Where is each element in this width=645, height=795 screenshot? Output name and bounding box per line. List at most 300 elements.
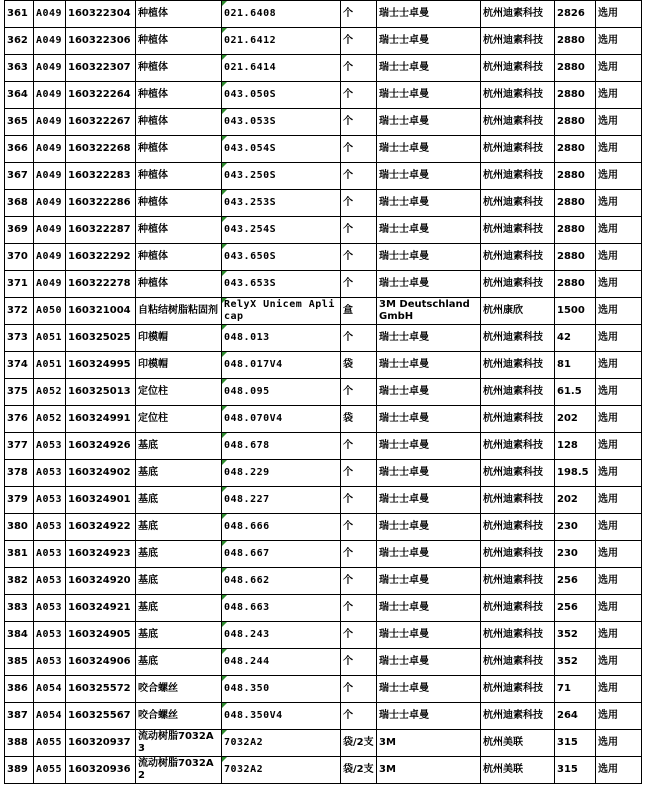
unit-cell: 个 [341, 1, 377, 28]
category-code-cell: A052 [34, 379, 66, 406]
row-number-cell: 373 [5, 325, 34, 352]
category-code-cell: A049 [34, 163, 66, 190]
item-name-cell: 基底 [136, 595, 222, 622]
table-row [5, 622, 642, 649]
status-cell: 选用 [596, 541, 642, 568]
item-name-cell: 定位柱 [136, 406, 222, 433]
table-row [5, 55, 642, 82]
unit-cell: 袋/2支 [341, 757, 377, 784]
row-number-cell: 374 [5, 352, 34, 379]
status-cell: 选用 [596, 460, 642, 487]
row-number-cell: 367 [5, 163, 34, 190]
unit-cell: 个 [341, 676, 377, 703]
supplier-cell: 杭州迪素科技 [481, 163, 555, 190]
table-row [5, 379, 642, 406]
category-code-cell: A052 [34, 406, 66, 433]
item-id-cell: 160320937 [66, 730, 136, 757]
unit-cell: 个 [341, 703, 377, 730]
status-cell: 选用 [596, 487, 642, 514]
brand-cell: 瑞士士卓曼 [377, 28, 481, 55]
brand-cell: 瑞士士卓曼 [377, 190, 481, 217]
model-cell: 048.350V4 [222, 703, 341, 730]
brand-cell: 瑞士士卓曼 [377, 460, 481, 487]
brand-cell: 瑞士士卓曼 [377, 541, 481, 568]
item-name-cell: 基底 [136, 649, 222, 676]
table-row [5, 649, 642, 676]
item-name-cell: 种植体 [136, 271, 222, 298]
item-id-cell: 160322278 [66, 271, 136, 298]
table-row [5, 703, 642, 730]
table-row [5, 217, 642, 244]
item-id-cell: 160324901 [66, 487, 136, 514]
item-name-cell: 种植体 [136, 217, 222, 244]
item-id-cell: 160325025 [66, 325, 136, 352]
item-id-cell: 160324923 [66, 541, 136, 568]
item-id-cell: 160324920 [66, 568, 136, 595]
supplier-cell: 杭州迪素科技 [481, 379, 555, 406]
table-row [5, 136, 642, 163]
category-code-cell: A049 [34, 82, 66, 109]
status-cell: 选用 [596, 1, 642, 28]
model-cell: 043.650S [222, 244, 341, 271]
supplier-cell: 杭州迪素科技 [481, 271, 555, 298]
unit-cell: 个 [341, 460, 377, 487]
brand-cell: 瑞士士卓曼 [377, 703, 481, 730]
brand-cell: 瑞士士卓曼 [377, 433, 481, 460]
item-id-cell: 160322286 [66, 190, 136, 217]
supplier-cell: 杭州迪素科技 [481, 703, 555, 730]
category-code-cell: A053 [34, 649, 66, 676]
model-cell: 043.053S [222, 109, 341, 136]
category-code-cell: A053 [34, 541, 66, 568]
price-cell: 2880 [555, 217, 596, 244]
category-code-cell: A049 [34, 28, 66, 55]
supplier-cell: 杭州迪素科技 [481, 487, 555, 514]
category-code-cell: A055 [34, 730, 66, 757]
row-number-cell: 372 [5, 298, 34, 325]
item-id-cell: 160324921 [66, 595, 136, 622]
row-number-cell: 370 [5, 244, 34, 271]
model-cell: 043.254S [222, 217, 341, 244]
unit-cell: 个 [341, 28, 377, 55]
status-cell: 选用 [596, 82, 642, 109]
category-code-cell: A053 [34, 460, 66, 487]
row-number-cell: 380 [5, 514, 34, 541]
supplier-cell: 杭州康欣 [481, 298, 555, 325]
price-cell: 352 [555, 649, 596, 676]
table-row [5, 730, 642, 757]
unit-cell: 个 [341, 649, 377, 676]
unit-cell: 个 [341, 487, 377, 514]
item-name-cell: 基底 [136, 433, 222, 460]
item-name-cell: 咬合螺丝 [136, 703, 222, 730]
item-id-cell: 160322306 [66, 28, 136, 55]
category-code-cell: A049 [34, 190, 66, 217]
status-cell: 选用 [596, 379, 642, 406]
table-row [5, 190, 642, 217]
status-cell: 选用 [596, 595, 642, 622]
supplier-cell: 杭州迪素科技 [481, 109, 555, 136]
item-id-cell: 160324991 [66, 406, 136, 433]
item-id-cell: 160322283 [66, 163, 136, 190]
category-code-cell: A049 [34, 55, 66, 82]
price-cell: 81 [555, 352, 596, 379]
category-code-cell: A051 [34, 325, 66, 352]
model-cell: 043.250S [222, 163, 341, 190]
unit-cell: 个 [341, 271, 377, 298]
price-cell: 2880 [555, 28, 596, 55]
category-code-cell: A049 [34, 244, 66, 271]
unit-cell: 个 [341, 109, 377, 136]
category-code-cell: A049 [34, 217, 66, 244]
category-code-cell: A053 [34, 622, 66, 649]
supplier-cell: 杭州迪素科技 [481, 568, 555, 595]
category-code-cell: A049 [34, 109, 66, 136]
brand-cell: 瑞士士卓曼 [377, 595, 481, 622]
status-cell: 选用 [596, 730, 642, 757]
brand-cell: 瑞士士卓曼 [377, 676, 481, 703]
category-code-cell: A055 [34, 757, 66, 784]
row-number-cell: 389 [5, 757, 34, 784]
row-number-cell: 369 [5, 217, 34, 244]
status-cell: 选用 [596, 406, 642, 433]
item-name-cell: 种植体 [136, 190, 222, 217]
price-cell: 230 [555, 541, 596, 568]
category-code-cell: A049 [34, 271, 66, 298]
item-id-cell: 160324926 [66, 433, 136, 460]
unit-cell: 个 [341, 217, 377, 244]
model-cell: 048.244 [222, 649, 341, 676]
item-id-cell: 160325572 [66, 676, 136, 703]
item-name-cell: 种植体 [136, 82, 222, 109]
model-cell: 048.666 [222, 514, 341, 541]
item-name-cell: 流动树脂7032A3 [136, 730, 222, 757]
item-name-cell: 种植体 [136, 55, 222, 82]
supplier-cell: 杭州迪素科技 [481, 28, 555, 55]
unit-cell: 个 [341, 514, 377, 541]
row-number-cell: 383 [5, 595, 34, 622]
brand-cell: 瑞士士卓曼 [377, 82, 481, 109]
supplier-cell: 杭州迪素科技 [481, 352, 555, 379]
table-row [5, 541, 642, 568]
supplier-cell: 杭州迪素科技 [481, 82, 555, 109]
price-cell: 315 [555, 730, 596, 757]
supplier-cell: 杭州迪素科技 [481, 622, 555, 649]
table-row [5, 352, 642, 379]
brand-cell: 瑞士士卓曼 [377, 109, 481, 136]
item-id-cell: 160321004 [66, 298, 136, 325]
supplier-cell: 杭州迪素科技 [481, 595, 555, 622]
unit-cell: 个 [341, 595, 377, 622]
status-cell: 选用 [596, 325, 642, 352]
category-code-cell: A053 [34, 487, 66, 514]
unit-cell: 个 [341, 190, 377, 217]
item-id-cell: 160324905 [66, 622, 136, 649]
item-name-cell: 种植体 [136, 163, 222, 190]
row-number-cell: 362 [5, 28, 34, 55]
row-number-cell: 385 [5, 649, 34, 676]
model-cell: 021.6414 [222, 55, 341, 82]
status-cell: 选用 [596, 649, 642, 676]
model-cell: 048.678 [222, 433, 341, 460]
supplier-cell: 杭州迪素科技 [481, 433, 555, 460]
status-cell: 选用 [596, 136, 642, 163]
table-row [5, 568, 642, 595]
brand-cell: 3M [377, 730, 481, 757]
price-cell: 230 [555, 514, 596, 541]
supplier-cell: 杭州迪素科技 [481, 136, 555, 163]
table-row [5, 109, 642, 136]
price-cell: 256 [555, 595, 596, 622]
price-cell: 315 [555, 757, 596, 784]
supplier-cell: 杭州迪素科技 [481, 649, 555, 676]
model-cell: 043.253S [222, 190, 341, 217]
row-number-cell: 363 [5, 55, 34, 82]
model-cell: 048.350 [222, 676, 341, 703]
item-name-cell: 基底 [136, 460, 222, 487]
status-cell: 选用 [596, 352, 642, 379]
row-number-cell: 364 [5, 82, 34, 109]
status-cell: 选用 [596, 433, 642, 460]
table-row [5, 82, 642, 109]
supplier-cell: 杭州迪素科技 [481, 325, 555, 352]
row-number-cell: 386 [5, 676, 34, 703]
model-cell: 048.243 [222, 622, 341, 649]
price-cell: 202 [555, 487, 596, 514]
model-cell: 048.667 [222, 541, 341, 568]
item-name-cell: 基底 [136, 541, 222, 568]
row-number-cell: 387 [5, 703, 34, 730]
price-cell: 202 [555, 406, 596, 433]
status-cell: 选用 [596, 622, 642, 649]
model-cell: 043.653S [222, 271, 341, 298]
table-row [5, 1, 642, 28]
status-cell: 选用 [596, 244, 642, 271]
model-cell: 021.6408 [222, 1, 341, 28]
category-code-cell: A051 [34, 352, 66, 379]
supplier-cell: 杭州迪素科技 [481, 1, 555, 28]
table-row [5, 244, 642, 271]
price-cell: 42 [555, 325, 596, 352]
supplier-cell: 杭州迪素科技 [481, 55, 555, 82]
model-cell: 7032A2 [222, 757, 341, 784]
brand-cell: 瑞士士卓曼 [377, 487, 481, 514]
item-id-cell: 160322304 [66, 1, 136, 28]
unit-cell: 袋 [341, 352, 377, 379]
category-code-cell: A053 [34, 514, 66, 541]
price-cell: 2880 [555, 136, 596, 163]
status-cell: 选用 [596, 190, 642, 217]
status-cell: 选用 [596, 757, 642, 784]
model-cell: 021.6412 [222, 28, 341, 55]
supplier-cell: 杭州迪素科技 [481, 514, 555, 541]
category-code-cell: A053 [34, 568, 66, 595]
model-cell: 7032A2 [222, 730, 341, 757]
category-code-cell: A049 [34, 1, 66, 28]
status-cell: 选用 [596, 28, 642, 55]
table-row [5, 595, 642, 622]
row-number-cell: 384 [5, 622, 34, 649]
row-number-cell: 376 [5, 406, 34, 433]
model-cell: 048.662 [222, 568, 341, 595]
price-cell: 61.5 [555, 379, 596, 406]
brand-cell: 瑞士士卓曼 [377, 568, 481, 595]
brand-cell: 瑞士士卓曼 [377, 244, 481, 271]
row-number-cell: 365 [5, 109, 34, 136]
row-number-cell: 361 [5, 1, 34, 28]
price-cell: 2880 [555, 244, 596, 271]
model-cell: 048.070V4 [222, 406, 341, 433]
supplier-cell: 杭州美联 [481, 730, 555, 757]
price-cell: 2880 [555, 82, 596, 109]
item-id-cell: 160322307 [66, 55, 136, 82]
category-code-cell: A049 [34, 136, 66, 163]
unit-cell: 个 [341, 82, 377, 109]
brand-cell: 瑞士士卓曼 [377, 136, 481, 163]
category-code-cell: A053 [34, 433, 66, 460]
supplier-cell: 杭州迪素科技 [481, 460, 555, 487]
unit-cell: 个 [341, 622, 377, 649]
supplier-cell: 杭州迪素科技 [481, 244, 555, 271]
item-name-cell: 基底 [136, 514, 222, 541]
row-number-cell: 375 [5, 379, 34, 406]
table-row [5, 298, 642, 325]
item-name-cell: 种植体 [136, 244, 222, 271]
brand-cell: 瑞士士卓曼 [377, 55, 481, 82]
item-id-cell: 160322287 [66, 217, 136, 244]
brand-cell: 瑞士士卓曼 [377, 325, 481, 352]
table-row [5, 514, 642, 541]
item-name-cell: 种植体 [136, 1, 222, 28]
row-number-cell: 368 [5, 190, 34, 217]
item-id-cell: 160324922 [66, 514, 136, 541]
brand-cell: 瑞士士卓曼 [377, 163, 481, 190]
table-row [5, 406, 642, 433]
table-row [5, 757, 642, 784]
row-number-cell: 371 [5, 271, 34, 298]
item-name-cell: 咬合螺丝 [136, 676, 222, 703]
item-id-cell: 160322264 [66, 82, 136, 109]
item-id-cell: 160322267 [66, 109, 136, 136]
supplier-cell: 杭州迪素科技 [481, 406, 555, 433]
brand-cell: 3M [377, 757, 481, 784]
row-number-cell: 378 [5, 460, 34, 487]
unit-cell: 袋 [341, 406, 377, 433]
table-row [5, 460, 642, 487]
model-cell: 048.017V4 [222, 352, 341, 379]
unit-cell: 个 [341, 379, 377, 406]
price-cell: 198.5 [555, 460, 596, 487]
item-name-cell: 印模帽 [136, 352, 222, 379]
unit-cell: 盒 [341, 298, 377, 325]
unit-cell: 个 [341, 325, 377, 352]
price-cell: 256 [555, 568, 596, 595]
model-cell: 048.013 [222, 325, 341, 352]
table-row [5, 28, 642, 55]
price-cell: 2880 [555, 163, 596, 190]
brand-cell: 瑞士士卓曼 [377, 406, 481, 433]
status-cell: 选用 [596, 703, 642, 730]
supplier-cell: 杭州迪素科技 [481, 217, 555, 244]
price-cell: 2880 [555, 190, 596, 217]
status-cell: 选用 [596, 514, 642, 541]
supplier-cell: 杭州迪素科技 [481, 190, 555, 217]
category-code-cell: A050 [34, 298, 66, 325]
model-cell: 048.095 [222, 379, 341, 406]
item-id-cell: 160325013 [66, 379, 136, 406]
item-name-cell: 流动树脂7032A2 [136, 757, 222, 784]
item-id-cell: 160324906 [66, 649, 136, 676]
brand-cell: 瑞士士卓曼 [377, 352, 481, 379]
status-cell: 选用 [596, 568, 642, 595]
model-cell: 048.227 [222, 487, 341, 514]
table-row [5, 163, 642, 190]
status-cell: 选用 [596, 271, 642, 298]
brand-cell: 瑞士士卓曼 [377, 217, 481, 244]
price-cell: 2880 [555, 109, 596, 136]
status-cell: 选用 [596, 217, 642, 244]
model-cell: 048.229 [222, 460, 341, 487]
price-cell: 2826 [555, 1, 596, 28]
status-cell: 选用 [596, 109, 642, 136]
unit-cell: 个 [341, 541, 377, 568]
price-cell: 2880 [555, 271, 596, 298]
model-cell: RelyX Unicem Aplicap [222, 298, 341, 325]
brand-cell: 瑞士士卓曼 [377, 1, 481, 28]
price-cell: 128 [555, 433, 596, 460]
item-name-cell: 基底 [136, 622, 222, 649]
row-number-cell: 366 [5, 136, 34, 163]
item-name-cell: 基底 [136, 487, 222, 514]
brand-cell: 瑞士士卓曼 [377, 379, 481, 406]
item-name-cell: 种植体 [136, 28, 222, 55]
price-cell: 352 [555, 622, 596, 649]
row-number-cell: 377 [5, 433, 34, 460]
supplier-cell: 杭州迪素科技 [481, 676, 555, 703]
status-cell: 选用 [596, 55, 642, 82]
item-name-cell: 自粘结树脂粘固剂 [136, 298, 222, 325]
item-id-cell: 160324902 [66, 460, 136, 487]
item-id-cell: 160322292 [66, 244, 136, 271]
item-name-cell: 种植体 [136, 109, 222, 136]
model-cell: 043.050S [222, 82, 341, 109]
unit-cell: 个 [341, 433, 377, 460]
brand-cell: 瑞士士卓曼 [377, 649, 481, 676]
unit-cell: 个 [341, 55, 377, 82]
brand-cell: 瑞士士卓曼 [377, 622, 481, 649]
item-id-cell: 160324995 [66, 352, 136, 379]
item-name-cell: 印模帽 [136, 325, 222, 352]
status-cell: 选用 [596, 163, 642, 190]
row-number-cell: 382 [5, 568, 34, 595]
price-cell: 71 [555, 676, 596, 703]
table-row [5, 433, 642, 460]
brand-cell: 3M Deutschland GmbH [377, 298, 481, 325]
item-name-cell: 种植体 [136, 136, 222, 163]
unit-cell: 袋/2支 [341, 730, 377, 757]
item-id-cell: 160325567 [66, 703, 136, 730]
price-cell: 1500 [555, 298, 596, 325]
category-code-cell: A054 [34, 703, 66, 730]
product-table [4, 0, 642, 784]
table-row [5, 325, 642, 352]
row-number-cell: 379 [5, 487, 34, 514]
unit-cell: 个 [341, 163, 377, 190]
model-cell: 043.054S [222, 136, 341, 163]
table-row [5, 676, 642, 703]
table-row [5, 487, 642, 514]
item-id-cell: 160322268 [66, 136, 136, 163]
